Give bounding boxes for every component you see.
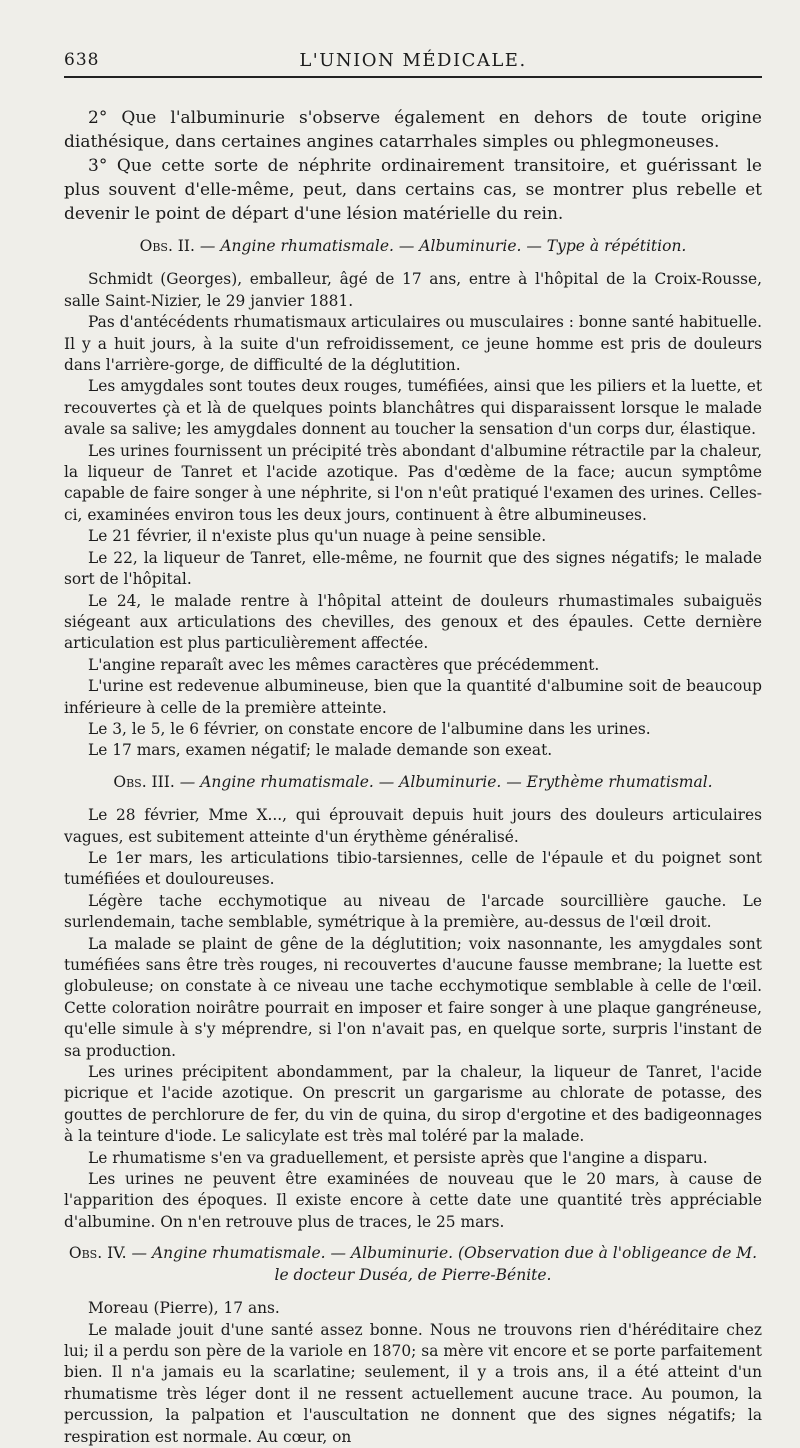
observation-topic: — Angine rhumatismale. — Albuminurie. — Erythème rhumatismal. [179,772,713,791]
intro-paragraph-2: 2° Que l'albuminurie s'observe également en dehors de toute origine diathésique, dans certaines angines catarrhales simples ou phlegmoneuses. [64,108,762,152]
paragraph: Le 1er mars, les articulations tibio-tarsiennes, celle de l'épaule et du poignet sont tuméfiées et douloureuses. [64,848,762,889]
observation-heading-3 [64,772,762,793]
observation-label: Obs. III. [113,772,175,791]
paragraph: Les amygdales sont toutes deux rouges, tuméfiées, ainsi que les piliers et la luette, et recouvertes çà et là de quelques points blanchâtres qui disparaissent lorsque le malade avale sa salive; les amygdales donnent au toucher la sensation d'un corps dur, élastique. [64,377,762,439]
paragraph: Le 22, la liqueur de Tanret, elle-même, ne fournit que des signes négatifs; le malade sort de l'hôpital. [64,548,762,589]
observation-label: Obs. II. [139,237,195,255]
paragraph: Les urines fournissent un précipité très abondant d'albumine rétractile par la chaleur, la liqueur de Tanret et l'acide azotique. Pas d'œdème de la face; aucun symptôme capable de faire songer à une néphrite, si l'on n'eût pratiqué l'examen des urines. Celles-ci, examinées environ tous les deux jours, continuent à être albumineuses. [64,441,762,524]
paragraph: Pas d'antécédents rhumatismaux articulaires ou musculaires : bonne santé habituelle. Il y a huit jours, à la suite d'un refroidissement, ce jeune homme est pris de douleurs dans l'arrière-gorge, de difficulté de la déglutition. [64,313,762,375]
paragraph: L'angine reparaît avec les mêmes caractères que précédemment. [88,655,600,674]
paragraph: Le 28 février, Mme X..., qui éprouvait depuis huit jours des douleurs articulaires vagues, est subitement atteinte d'un érythème généralisé. [64,806,762,846]
body-text [64,106,762,1448]
observation-topic: — Angine rhumatismale. — Albuminurie. (Observation due à l'obligeance de M. le docteur Duséa, de Pierre-Bénite. [131,1244,758,1284]
paragraph: Schmidt (Georges), emballeur, âgé de 17 ans, entre à l'hôpital de la Croix-Rousse, salle Saint-Nizier, le 29 janvier 1881. [64,270,762,310]
paragraph: Le 21 février, il n'existe plus qu'un nuage à peine sensible. [88,527,547,546]
observation-topic: — Angine rhumatismale. — Albuminurie. — Type à répétition. [199,237,687,255]
page-number: 638 [64,50,100,70]
paragraph: Les urines ne peuvent être examinées de nouveau que le 20 mars, à cause de l'apparition des époques. Il existe encore à cette date une quantité très appréciable d'albumine. On n'en retrouve plus de traces, le 25 mars. [64,1170,762,1231]
paragraph: Le rhumatisme s'en va graduellement, et persiste après que l'angine a disparu. [88,1148,708,1167]
paragraph: Légère tache ecchymotique au niveau de l'arcade sourcillière gauche. Le surlendemain, tache semblable, symétrique à la première, au-dessus de l'œil droit. [64,891,762,932]
paragraph: Moreau (Pierre), 17 ans. [88,1299,280,1318]
intro-paragraph-3: 3° Que cette sorte de néphrite ordinairement transitoire, et guérissant le plus souvent d'elle-même, peut, dans certains cas, se montrer plus rebelle et devenir le point de départ d'une lésion matérielle du rein. [64,156,762,224]
observation-heading-4 [64,1243,762,1286]
running-title: L'UNION MÉDICALE. [299,50,527,71]
paragraph: L'urine est redevenue albumineuse, bien que la quantité d'albumine soit de beaucoup inférieure à celle de la première atteinte. [64,677,762,717]
paragraph: Le 3, le 5, le 6 février, on constate encore de l'albumine dans les urines. [88,719,651,738]
paragraph: Les urines précipitent abondamment, par la chaleur, la liqueur de Tanret, l'acide picrique et l'acide azotique. On prescrit un gargarisme au chlorate de potasse, des gouttes de perchlorure de fer, du vin de quina, du sirop d'ergotine et des badigeonnages à la teinture d'iode. Le salicylate est très mal toléré par la malade. [64,1063,762,1146]
page-header [64,46,762,78]
paragraph: Le 17 mars, examen négatif; le malade demande son exeat. [88,741,553,760]
observation-label: Obs. IV. [68,1244,127,1263]
paragraph: La malade se plaint de gêne de la déglutition; voix nasonnante, les amygdales sont tuméfiées sans être très rouges, ni recouvertes d'aucune fausse membrane; la luette est globuleuse; on constate à ce niveau une tache ecchymotique semblable à celle de l'œil. Cette coloration noirâtre pourrait en imposer et faire songer à une plaque gangréneuse, qu'elle simule à s'y méprendre, si l'on n'avait pas, en quelque sorte, surpris l'instant de sa production. [64,934,762,1060]
observation-heading-2 [64,236,762,257]
paragraph: Le malade jouit d'une santé assez bonne. Nous ne trouvons rien d'héréditaire chez lui; il a perdu son père de la variole en 1870; sa mère vit encore et se porte parfaitement bien. Il n'a jamais eu la scarlatine; seulement, il y a trois ans, il a été atteint d'un rhumatisme très léger dont il ne ressent actuellement aucune trace. Au poumon, la percussion, la palpation et l'auscultation ne donnent que des signes négatifs; la respiration est normale. Au cœur, on [64,1320,762,1446]
paragraph: Le 24, le malade rentre à l'hôpital atteint de douleurs rhumastimales subaiguës siégeant aux articulations des chevilles, des genoux et des épaules. Cette dernière articulation est plus particulièrement affectée. [64,591,762,653]
